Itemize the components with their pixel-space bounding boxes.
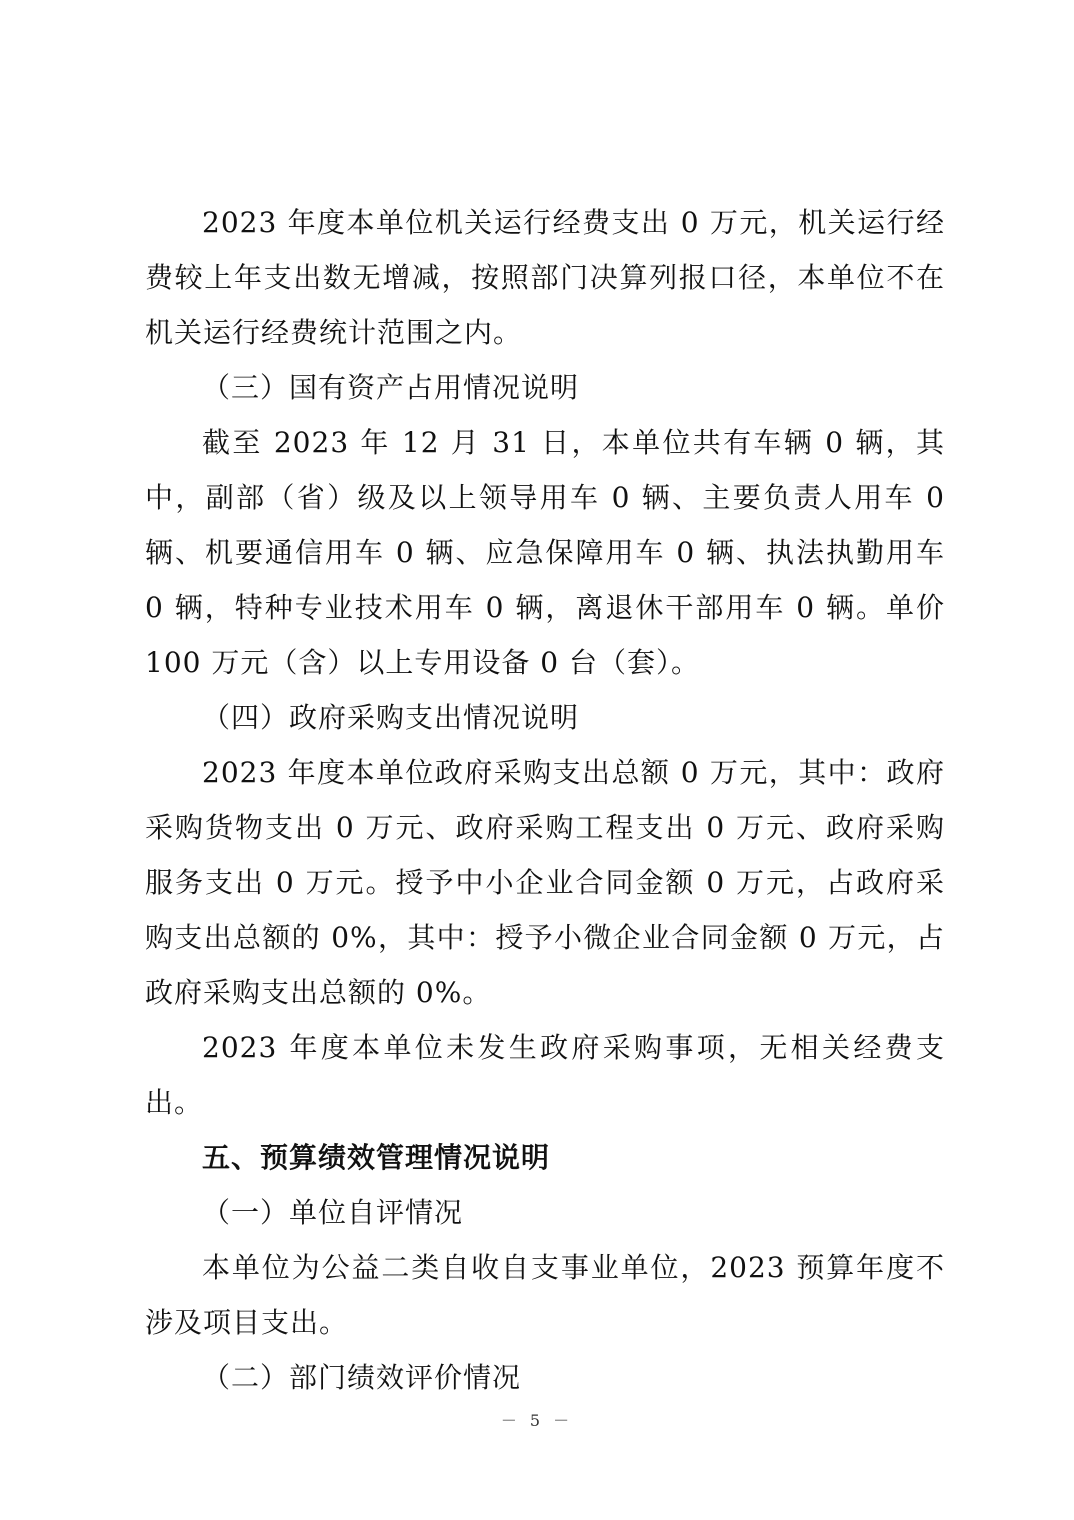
section-heading-department-evaluation: （二）部门绩效评价情况 bbox=[202, 1361, 522, 1394]
paragraph-vehicles-assets: 截至 2023 年 12 月 31 日，本单位共有车辆 0 辆，其中，副部（省）级及以上领导用车 0 辆、主要负责人用车 0 辆、机要通信用车 0 辆、应急保障用车 0 辆、执法执勤用车 0 辆，特种专业技术用车 0 辆，离退休干部用车 0 辆。单价 100 万元（含）以上专用设备 0 台（套）。 bbox=[145, 426, 945, 679]
section-heading-self-evaluation: （一）单位自评情况 bbox=[202, 1196, 464, 1229]
section-heading-state-assets: （三）国有资产占用情况说明 bbox=[202, 371, 580, 404]
paragraph-self-evaluation: 本单位为公益二类自收自支事业单位，2023 预算年度不涉及项目支出。 bbox=[145, 1251, 945, 1339]
section-heading-procurement: （四）政府采购支出情况说明 bbox=[202, 701, 580, 734]
paragraph-procurement-none: 2023 年度本单位未发生政府采购事项，无相关经费支出。 bbox=[145, 1031, 945, 1119]
section-heading-performance: 五、预算绩效管理情况说明 bbox=[202, 1141, 551, 1174]
paragraph-procurement-totals: 2023 年度本单位政府采购支出总额 0 万元，其中：政府采购货物支出 0 万元、政府采购工程支出 0 万元、政府采购服务支出 0 万元。授予中小企业合同金额 0 万元，占政府采购支出总额的 0%，其中：授予小微企业合同金额 0 万元，占政府采购支出总额的 0%。 bbox=[145, 756, 945, 1009]
paragraph-operating-expenses: 2023 年度本单位机关运行经费支出 0 万元，机关运行经费较上年支出数无增减，按照部门决算列报口径，本单位不在机关运行经费统计范围之内。 bbox=[145, 206, 945, 349]
page-number: － 5 － bbox=[500, 1411, 574, 1430]
body-text bbox=[145, 195, 945, 1405]
